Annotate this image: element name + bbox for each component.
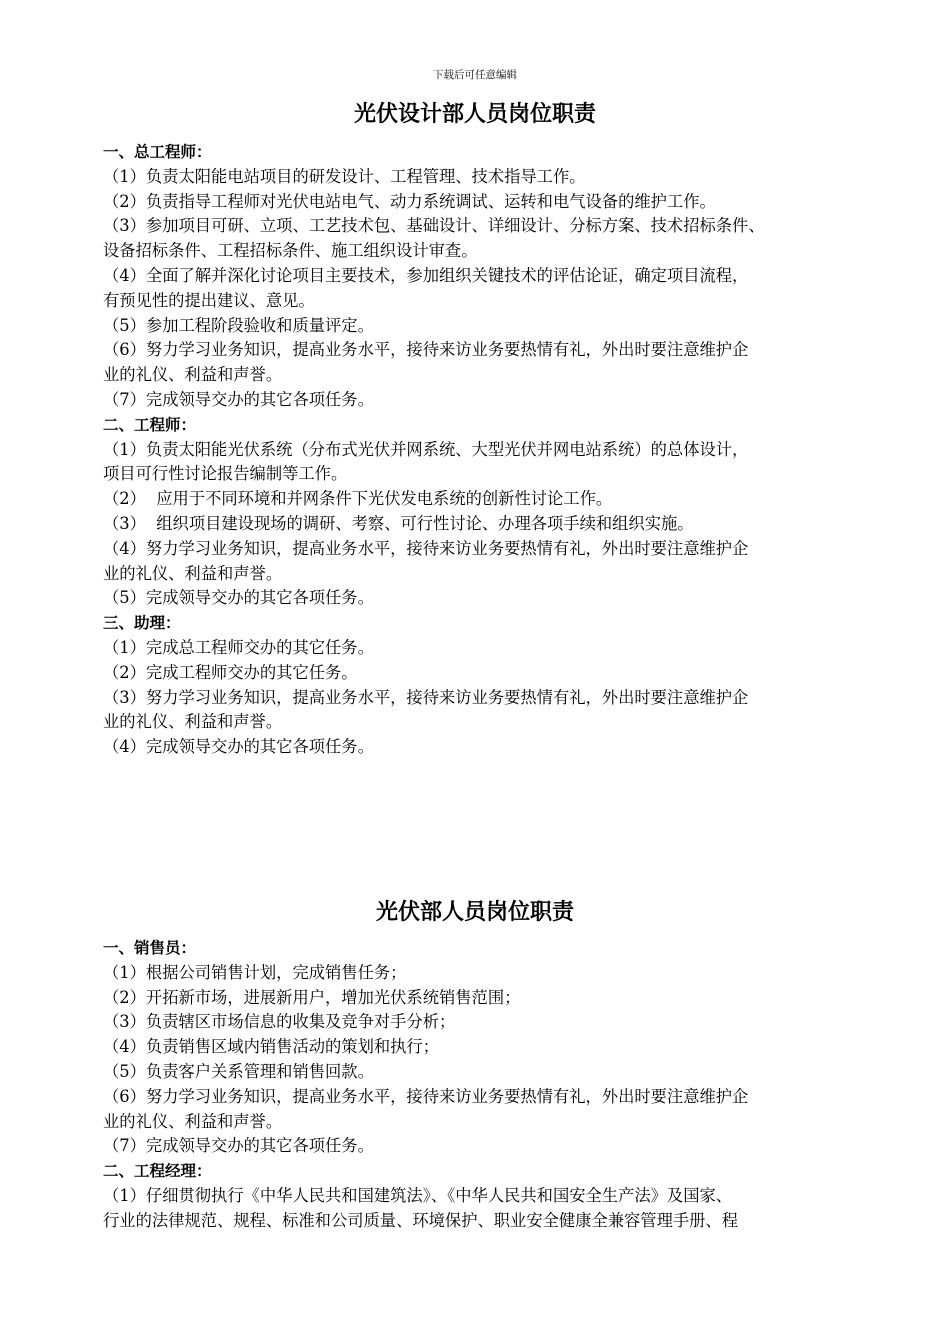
doc2-body: [103, 936, 883, 1234]
doc1-line-heading: 三、助理：: [103, 614, 181, 633]
doc2-line: （4）负责销售区域内销售活动的策划和执行；: [103, 1037, 439, 1057]
doc1-line-heading: 二、工程师：: [103, 415, 197, 434]
doc2-line: （3）负责辖区市场信息的收集及竞争对手分析；: [103, 1012, 456, 1032]
doc1-line: 业的礼仪、利益和声誉。: [103, 712, 283, 732]
doc1-line-heading: 一、总工程师：: [103, 143, 212, 161]
doc1-line: （3）努力学习业务知识，提高业务水平，接待来访业务要热情有礼，外出时要注意维护企: [103, 687, 749, 707]
doc2-line: （7）完成领导交办的其它各项任务。: [103, 1136, 374, 1156]
header-note: 下载后可任意编辑: [433, 69, 517, 81]
doc1-line: （4）努力学习业务知识，提高业务水平，接待来访业务要热情有礼，外出时要注意维护企: [103, 538, 749, 558]
doc1-line: 业的礼仪、利益和声誉。: [103, 563, 283, 583]
doc1-line: （2）负责指导工程师对光伏电站电气、动力系统调试、运转和电气设备的维护工作。: [103, 191, 716, 211]
doc1-title: 光伏设计部人员岗位职责: [353, 102, 596, 127]
doc1-line: （2）完成工程师交办的其它任务。: [103, 662, 358, 682]
doc2-line: （1）根据公司销售计划，完成销售任务；: [103, 962, 407, 982]
doc1-line: （1）完成总工程师交办的其它任务。: [103, 637, 374, 657]
doc2-line: （5）负责客户关系管理和销售回款。: [103, 1061, 374, 1081]
doc2-line: 业的礼仪、利益和声誉。: [103, 1111, 283, 1131]
doc1-line: （1）负责太阳能光伏系统（分布式光伏并网系统、大型光伏并网电站系统）的总体设计，: [103, 439, 749, 459]
doc1-line: 设备招标条件、工程招标条件、施工组织设计审查。: [103, 241, 478, 261]
doc1-line: 项目可行性讨论报告编制等工作。: [103, 464, 348, 484]
doc1-line: （7）完成领导交办的其它各项任务。: [103, 389, 374, 409]
doc1-line: （1）负责太阳能电站项目的研发设计、工程管理、技术指导工作。: [103, 166, 586, 186]
doc2-line: （1）仔细贯彻执行《中华人民共和国建筑法》、《中华人民共和国安全生产法》及国家、: [103, 1185, 733, 1205]
doc2-line: （6）努力学习业务知识，提高业务水平，接待来访业务要热情有礼，外出时要注意维护企: [103, 1086, 749, 1106]
doc1-line: （5）参加工程阶段验收和质量评定。: [103, 315, 374, 335]
doc1-line: （2） 应用于不同环境和并网条件下光伏发电系统的创新性讨论工作。: [103, 489, 613, 509]
doc2-line: （2）开拓新市场，进展新用户，增加光伏系统销售范围；: [103, 987, 521, 1007]
doc1-line: （4）全面了解并深化讨论项目主要技术，参加组织关键技术的评估论证，确定项目流程，: [103, 265, 749, 285]
doc2-line-heading: 一、销售员：: [103, 939, 197, 957]
doc2-line-heading: 二、工程经理：: [103, 1162, 212, 1181]
doc1-line: （4）完成领导交办的其它各项任务。: [103, 737, 374, 757]
doc1-line: 有预见性的提出建议、意见。: [103, 290, 315, 310]
doc2-line: 行业的法律规范、规程、标准和公司质量、环境保护、职业安全健康全兼容管理手册、程: [103, 1210, 738, 1230]
doc1-line: （5）完成领导交办的其它各项任务。: [103, 588, 374, 608]
doc1-line: （3） 组织项目建设现场的调研、考察、可行性讨论、办理各项手续和组织实施。: [103, 513, 694, 533]
doc1-line: （6）努力学习业务知识，提高业务水平，接待来访业务要热情有礼，外出时要注意维护企: [103, 340, 749, 360]
doc2-title: 光伏部人员岗位职责: [375, 900, 574, 925]
doc1-body: [103, 140, 883, 760]
doc1-line: 业的礼仪、利益和声誉。: [103, 365, 283, 385]
doc1-line: （3）参加项目可研、立项、工艺技术包、基础设计、详细设计、分标方案、技术招标条件、: [103, 216, 765, 236]
